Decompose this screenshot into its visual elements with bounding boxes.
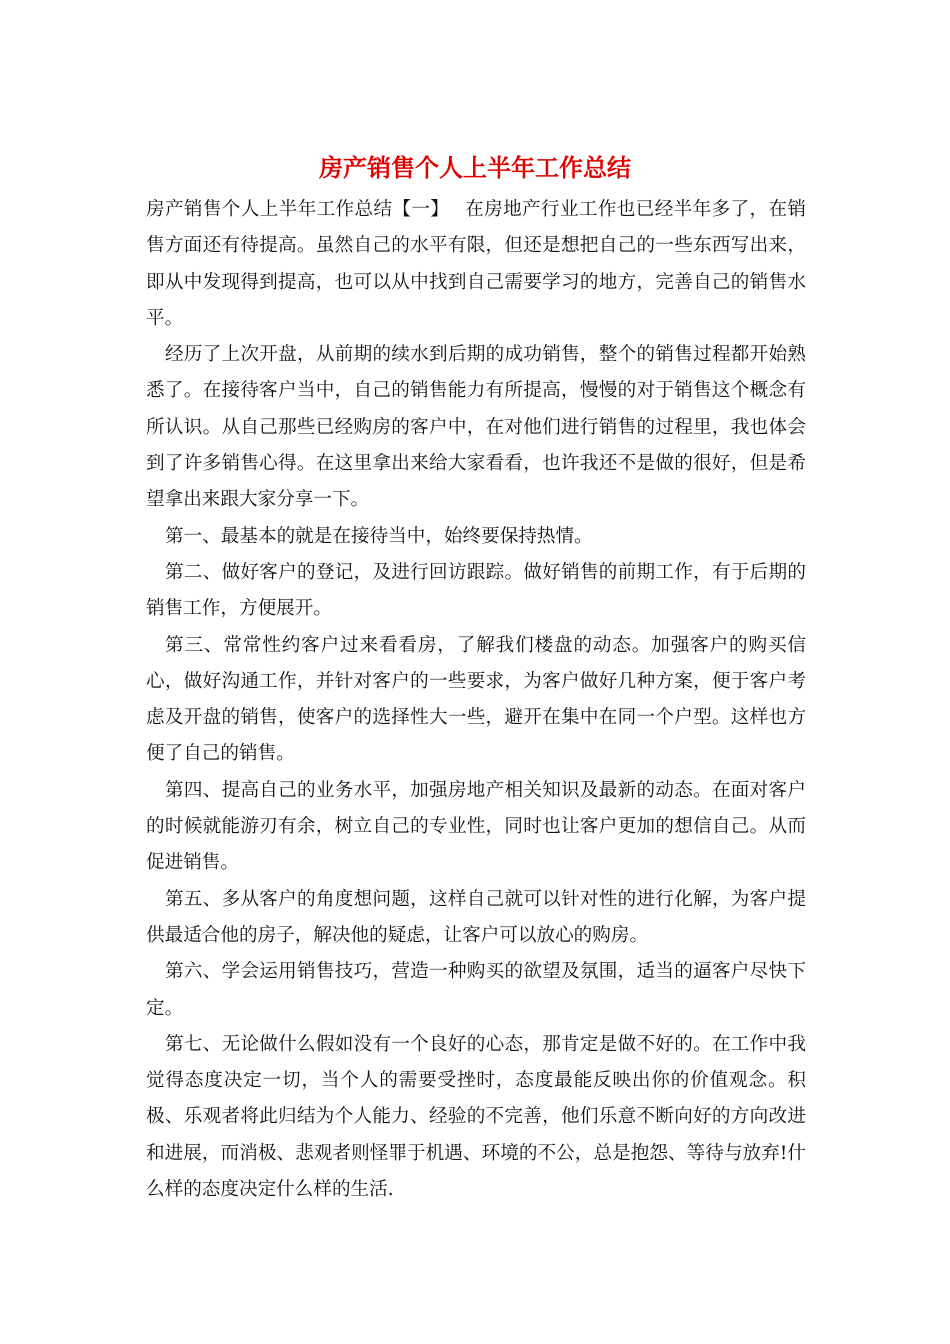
paragraph-point-2: 第二、做好客户的登记，及进行回访跟踪。做好销售的前期工作，有于后期的销售工作，方便展开。 (146, 561, 806, 620)
paragraph-point-7: 第七、无论做什么假如没有一个良好的心态，那肯定是做不好的。在工作中我觉得态度决定一切，当个人的需要受挫时，态度最能反映出你的价值观念。积极、乐观者将此归结为个人能力、经验的不完善，他们乐意不断向好的方向改进和进展，而消极、悲观者则怪罪于机遇、环境的不公，总是抱怨、等待与放弃!什么样的态度决定什么样的生活. (146, 1033, 806, 1201)
paragraph-point-6: 第六、学会运用销售技巧，营造一种购买的欲望及氛围，适当的逼客户尽快下定。 (146, 961, 806, 1019)
paragraph-point-3: 第三、常常性约客户过来看看房，了解我们楼盘的动态。加强客户的购买信心，做好沟通工作，并针对客户的一些要求，为客户做好几种方案，便于客户考虑及开盘的销售，使客户的选择性大一些，避开在集中在同一个户型。这样也方便了自己的销售。 (146, 634, 806, 765)
paragraph-experience: 经历了上次开盘，从前期的续水到后期的成功销售，整个的销售过程都开始熟悉了。在接待客户当中，自己的销售能力有所提高，慢慢的对于销售这个概念有所认识。从自己那些已经购房的客户中，在对他们进行销售的过程里，我也体会到了许多销售心得。在这里拿出来给大家看看，也许我还不是做的很好，但是希望拿出来跟大家分享一下。 (146, 344, 806, 511)
document-title: 房产销售个人上半年工作总结 (319, 153, 631, 182)
document-body (146, 192, 806, 1208)
paragraph-point-1: 第一、最基本的就是在接待当中，始终要保持热情。 (165, 525, 593, 547)
paragraph-intro: 房产销售个人上半年工作总结【一】 在房地产行业工作也已经半年多了，在销售方面还有待提高。虽然自己的水平有限，但还是想把自己的一些东西写出来，即从中发现得到提高，也可以从中找到自己需要学习的地方，完善自己的销售水平。 (146, 199, 806, 329)
paragraph-point-5: 第五、多从客户的角度想问题，这样自己就可以针对性的进行化解，为客户提供最适合他的房子，解决他的疑虑，让客户可以放心的购房。 (146, 888, 806, 946)
paragraph-point-4: 第四、提高自己的业务水平，加强房地产相关知识及最新的动态。在面对客户的时候就能游刃有余，树立自己的专业性，同时也让客户更加的想信自己。从而促进销售。 (146, 779, 806, 874)
